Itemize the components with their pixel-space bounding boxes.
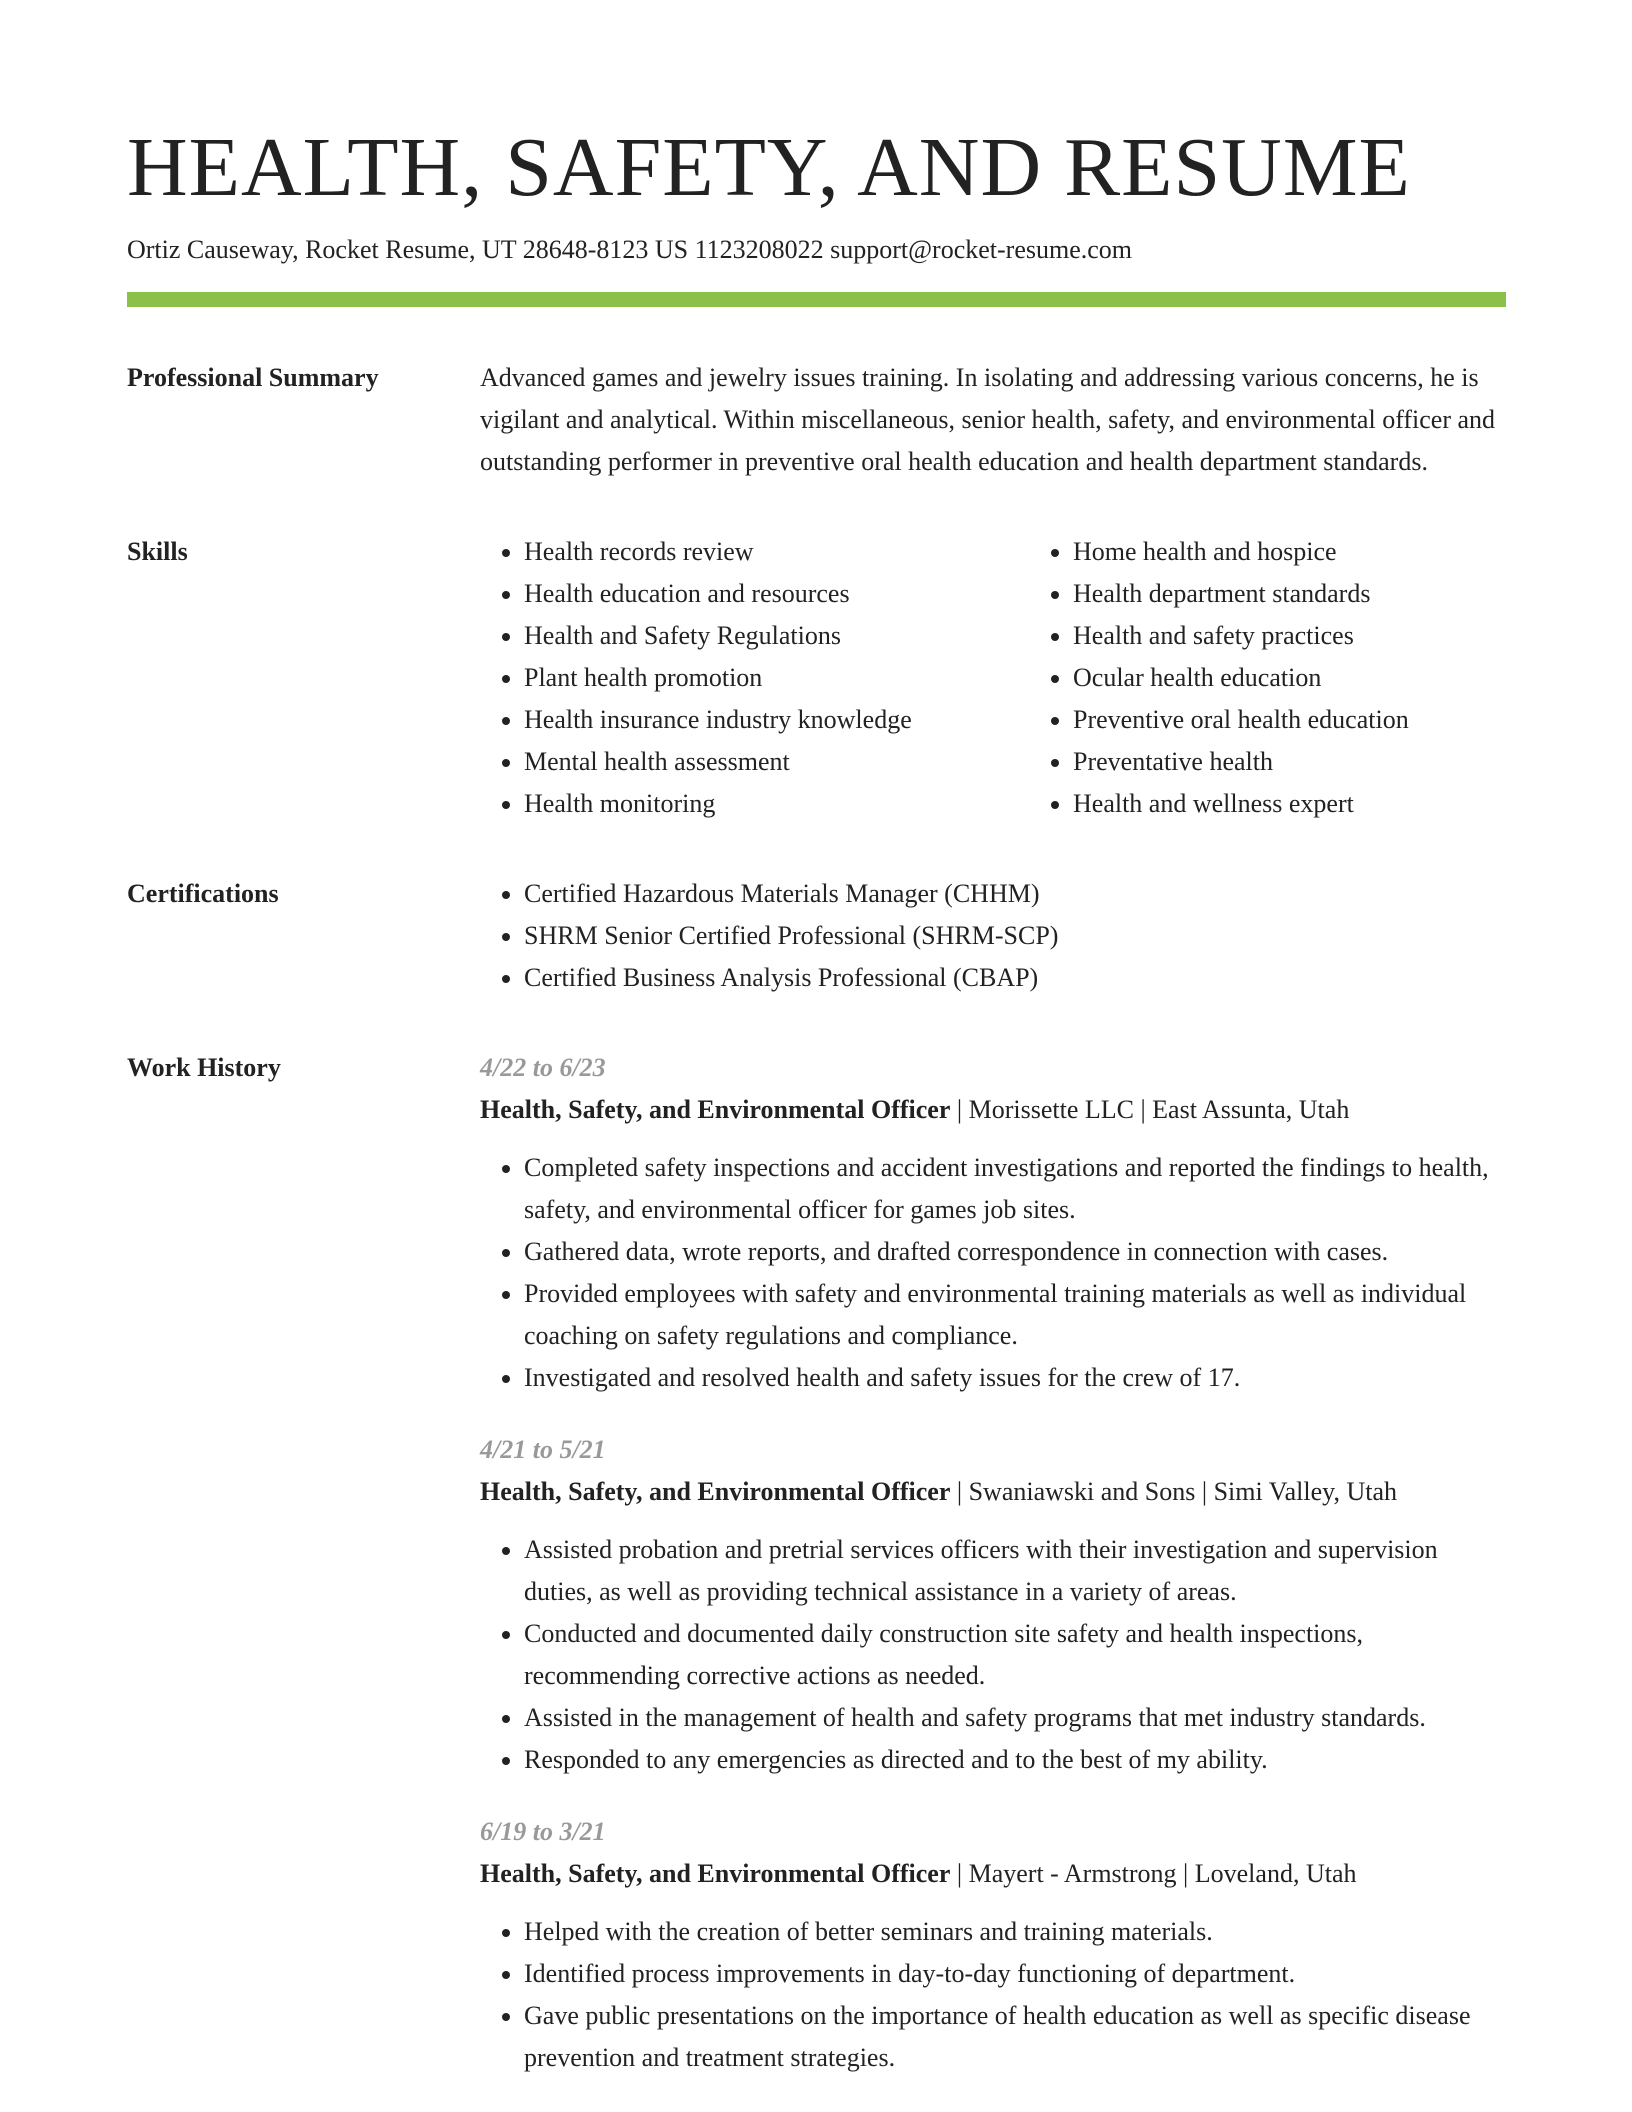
job-details: | Mayert - Armstrong | Loveland, Utah (950, 1859, 1357, 1888)
skill-item: • Preventative health (1073, 741, 1543, 783)
job-dates: 6/19 to 3/21 (480, 1817, 606, 1846)
certification-item: • Certified Business Analysis Professional (CBAP) (524, 957, 1506, 999)
skill-item: • Health insurance industry knowledge (524, 699, 1029, 741)
job-title: Health, Safety, and Environmental Officer (480, 1859, 951, 1888)
job-entry (480, 1811, 1506, 2079)
job-bullet: • Identified process improvements in day-to-day functioning of department. (524, 1953, 1506, 1995)
skill-item: • Plant health promotion (524, 657, 1029, 699)
job-bullet: • Investigated and resolved health and safety issues for the crew of 17. (524, 1357, 1506, 1399)
job-details: | Swaniawski and Sons | Simi Valley, Utah (950, 1477, 1398, 1506)
certifications-list (480, 873, 1506, 999)
job-bullets (480, 1911, 1506, 2079)
skill-item: • Health education and resources (524, 573, 1029, 615)
skill-item: • Health and safety practices (1073, 615, 1543, 657)
job-heading (480, 1089, 1506, 1131)
job-entry (480, 1047, 1506, 1399)
skill-item: • Health monitoring (524, 783, 1029, 825)
skills-list-left (480, 531, 1029, 825)
skill-item: • Health and wellness expert (1073, 783, 1543, 825)
skill-item: • Mental health assessment (524, 741, 1029, 783)
skill-item: • Health and Safety Regulations (524, 615, 1029, 657)
skill-item: • Preventive oral health education (1073, 699, 1543, 741)
job-bullet: • Assisted in the management of health and safety programs that met industry standards. (524, 1697, 1506, 1739)
job-bullet: • Gathered data, wrote reports, and drafted correspondence in connection with cases. (524, 1231, 1506, 1273)
header-divider (127, 292, 1506, 307)
skill-item: • Ocular health education (1073, 657, 1543, 699)
job-bullet: • Helped with the creation of better seminars and training materials. (524, 1911, 1506, 1953)
certification-item: • Certified Hazardous Materials Manager (CHHM) (524, 873, 1506, 915)
certifications-section (127, 873, 1506, 999)
job-dates: 4/21 to 5/21 (480, 1435, 606, 1464)
job-bullet: • Provided employees with safety and environmental training materials as well as individual coaching on safety regulations and compliance. (524, 1273, 1506, 1357)
job-title: Health, Safety, and Environmental Officer (480, 1477, 951, 1506)
resume-name: HEALTH, SAFETY, AND RESUME (127, 121, 1411, 214)
job-bullet: • Gave public presentations on the importance of health education as well as specific disease prevention and treatment strategies. (524, 1995, 1506, 2079)
job-bullets (480, 1147, 1506, 1399)
skill-item: • Home health and hospice (1073, 531, 1543, 573)
skills-list-right (1029, 531, 1543, 825)
summary-section (127, 357, 1506, 483)
job-dates: 4/22 to 6/23 (480, 1053, 606, 1082)
work-history-section (127, 1047, 1506, 2109)
skills-section (127, 531, 1506, 825)
work-history-heading: Work History (127, 1053, 281, 1082)
job-bullet: • Assisted probation and pretrial services officers with their investigation and supervision duties, as well as providing technical assistance in a variety of areas. (524, 1529, 1506, 1613)
job-bullet: • Responded to any emergencies as directed and to the best of my ability. (524, 1739, 1506, 1781)
job-heading (480, 1853, 1506, 1895)
skills-heading: Skills (127, 537, 188, 566)
certification-item: • SHRM Senior Certified Professional (SHRM-SCP) (524, 915, 1506, 957)
contact-line: Ortiz Causeway, Rocket Resume, UT 28648-8123 US 1123208022 support@rocket-resume.com (127, 235, 1133, 264)
job-bullets (480, 1529, 1506, 1781)
skill-item: • Health records review (524, 531, 1029, 573)
job-entry (480, 1429, 1506, 1781)
job-bullet: • Conducted and documented daily construction site safety and health inspections, recommending corrective actions as needed. (524, 1613, 1506, 1697)
job-details: | Morissette LLC | East Assunta, Utah (950, 1095, 1350, 1124)
job-heading (480, 1471, 1506, 1513)
summary-heading: Professional Summary (127, 363, 379, 392)
skill-item: • Health department standards (1073, 573, 1543, 615)
certifications-heading: Certifications (127, 879, 279, 908)
job-title: Health, Safety, and Environmental Officer (480, 1095, 951, 1124)
job-bullet: • Completed safety inspections and accident investigations and reported the findings to health, safety, and environmental officer for games job sites. (524, 1147, 1506, 1231)
summary-text: Advanced games and jewelry issues training. In isolating and addressing various concerns, he is vigilant and analytical. Within miscellaneous, senior health, safety, and environmental officer and outstanding performer in preventive oral health education and health department standards. (480, 363, 1496, 476)
